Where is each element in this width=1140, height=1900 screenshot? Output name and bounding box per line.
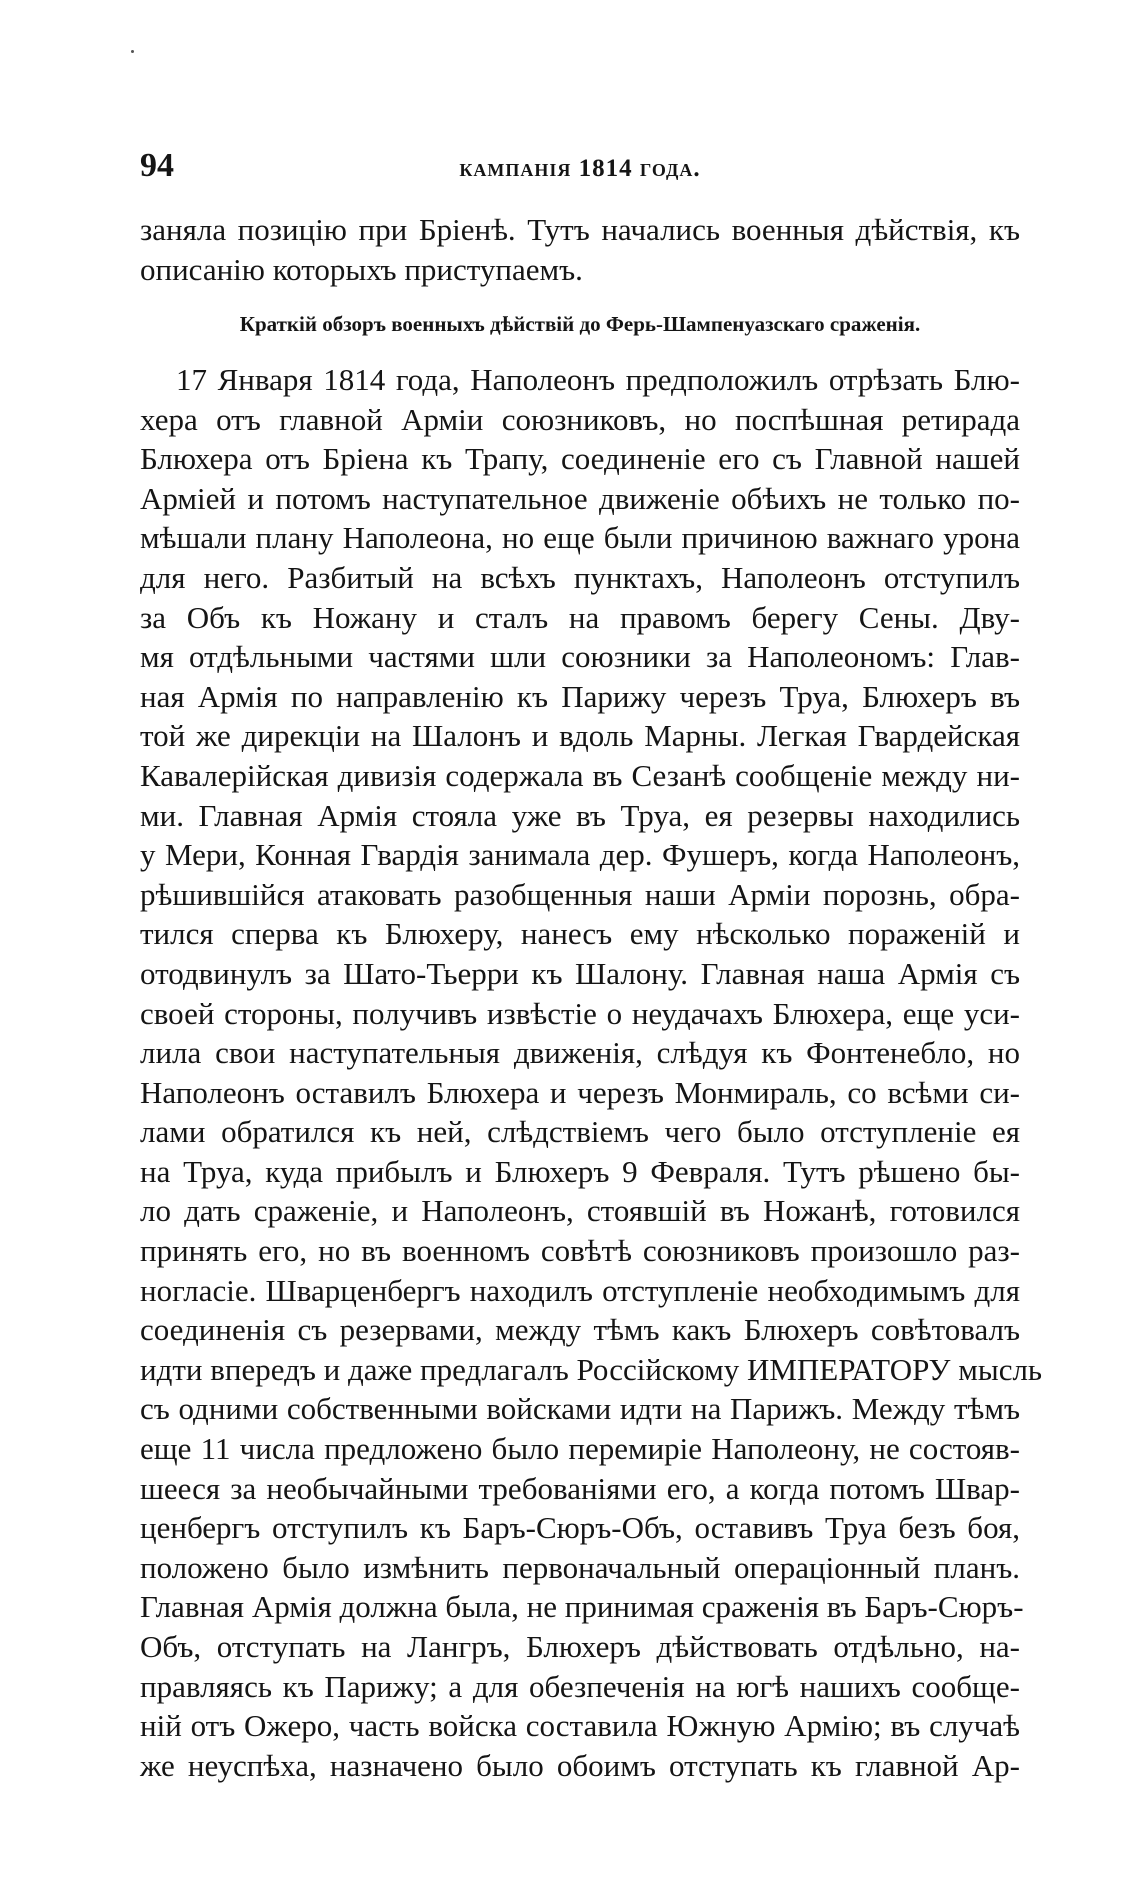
text-line: ценбергъ отступилъ къ Баръ-Сюръ-Объ, оставивъ Труа безъ боя, [140,1510,1020,1546]
text-line: ми. Главная Армія стояла уже въ Труа, ея резервы находились [140,797,1020,833]
text-line: Объ, отступать на Лангръ, Блюхеръ дѣйствовать отдѣльно, на- [140,1629,1020,1664]
text-line: описанію которыхъ приступаемъ. [140,251,583,287]
text-line: же неуспѣха, назначено было обоимъ отступать къ главной Ар- [140,1747,1020,1783]
text-line: шееся за необычайными требованіями его, а когда потомъ Швар- [140,1470,1020,1506]
text-line: для него. Разбитый на всѣхъ пунктахъ, Наполеонъ отступилъ [140,559,1020,595]
text-line: идти впередъ и даже предлагалъ Россійскому ИМПЕРАТОРУ мысль [140,1351,1043,1387]
text-line: той же дирекціи на Шалонъ и вдоль Марны. Легкая Гвардейская [140,718,1020,754]
text-line: мѣшали плану Наполеона, но еще были причиною важнаго урона [140,520,1020,556]
text-line: отодвинулъ за Шато-Тьерри къ Шалону. Главная наша Армія съ [140,955,1020,991]
text-line: хера отъ главной Арміи союзниковъ, но поспѣшная ретирада [140,401,1020,437]
text-line: своей стороны, получивъ извѣстіе о неудачахъ Блюхера, еще уси- [140,995,1020,1031]
text-line: за Объ къ Ножану и сталъ на правомъ берегу Сены. Дву- [140,599,1020,635]
text-line: ногласіе. Шварценбергъ находилъ отступленіе необходимымъ для [140,1272,1020,1308]
text-line: ло дать сраженіе, и Наполеонъ, стоявшій въ Ножанѣ, готовился [140,1193,1020,1229]
section-subtitle: Краткій обзоръ военныхъ дѣйствій до Ферь-Шампенуазскаго сраженія. [239,312,921,336]
text-line: Наполеонъ оставилъ Блюхера и черезъ Монмираль, со всѣми си- [140,1074,1020,1110]
paper-speck [131,50,134,53]
text-line: тился сперва къ Блюхеру, нанесъ ему нѣсколько пораженій и [140,916,1020,952]
text-line: заняла позицію при Бріенѣ. Тутъ начались военныя дѣйствія, къ [140,212,1020,247]
text-line: принять его, но въ военномъ совѣтѣ союзниковъ произошло раз- [140,1233,1020,1269]
text-line: 17 Января 1814 года, Наполеонъ предположилъ отрѣзать Блю- [176,362,1020,397]
text-line: съ одними собственными войсками идти на Парижъ. Между тѣмъ [140,1391,1020,1427]
page-number: 94 [140,147,174,184]
text-line: положено было измѣнить первоначальный операціонный планъ. [140,1549,1020,1585]
text-line: у Мери, Конная Гвардія занимала дер. Фушеръ, когда Наполеонъ, [140,837,1020,873]
text-line: соединенія съ резервами, между тѣмъ какъ Блюхеръ совѣтовалъ [140,1312,1020,1348]
running-head: кампанія 1814 года. [459,155,701,182]
text-line: Главная Армія должна была, не принимая сраженія въ Баръ-Сюръ- [140,1589,1024,1625]
text-line: мя отдѣльными частями шли союзники за Наполеономъ: Глав- [140,639,1020,675]
text-line: рѣшившійся атаковать разобщенныя наши Арміи порознь, обра- [140,876,1020,912]
text-line: Арміей и потомъ наступательное движеніе обѣихъ не только по- [140,480,1020,516]
text-line: правляясь къ Парижу; а для обезпеченія на югѣ нашихъ сообще- [140,1668,1020,1704]
text-line: ная Армія по направленію къ Парижу черезъ Труа, Блюхеръ въ [140,678,1020,714]
text-line: Блюхера отъ Бріена къ Трапу, соединеніе его съ Главной нашей [140,441,1020,477]
opening-paragraph [140,210,1020,289]
page-header [140,135,1020,185]
main-paragraph [140,360,1043,1785]
text-line: ній отъ Ожеро, часть войска составила Южную Армію; въ случаѣ [140,1708,1020,1744]
text-line: лила свои наступательныя движенія, слѣдуя къ Фонтенебло, но [140,1035,1020,1071]
text-line: на Труа, куда прибылъ и Блюхеръ 9 Февраля. Тутъ рѣшено бы- [140,1153,1020,1189]
text-line: лами обратился къ ней, слѣдствіемъ чего было отступленіе ея [140,1114,1020,1150]
text-line: Кавалерійская дивизія содержала въ Сезанѣ сообщеніе между ни- [140,757,1020,793]
text-line: еще 11 числа предложено было перемиріе Наполеону, не состояв- [140,1431,1020,1467]
